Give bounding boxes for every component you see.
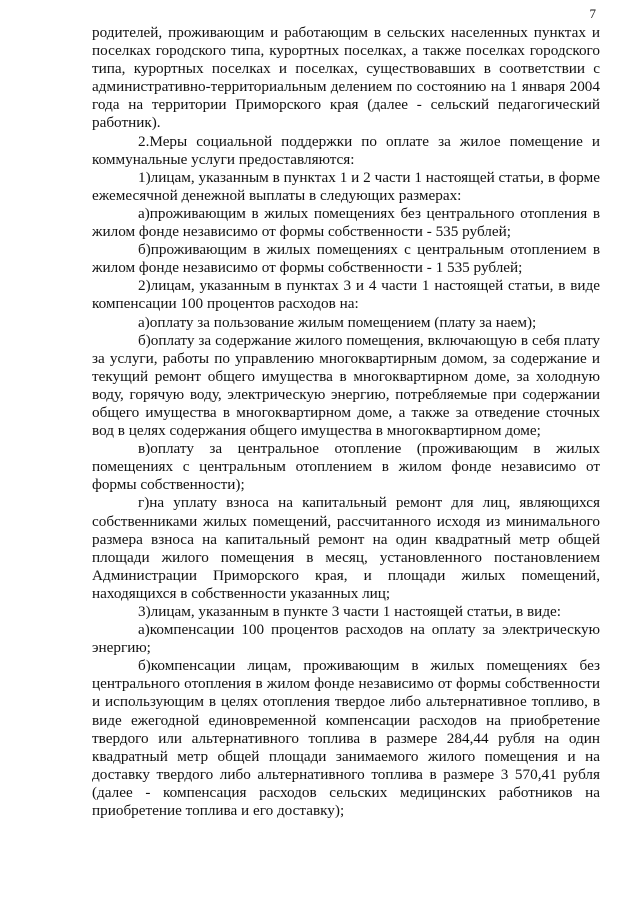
paragraph-subitem-2: 2)лицам, указанным в пунктах 3 и 4 части 1 настоящей статьи, в виде компенсации 100 процентов расходов на:: [92, 277, 600, 313]
paragraph-subitem-3: 3)лицам, указанным в пункте 3 части 1 настоящей статьи, в виде:: [138, 603, 562, 620]
paragraph-subitem-3a: а)компенсации 100 процентов расходов на оплату за электрическую энергию;: [92, 621, 600, 657]
paragraph-subitem-2g: г)на уплату взноса на капитальный ремонт для лиц, являющихся собственниками жилых помещений, рассчитанного исходя из минимального размера взноса на капитальный ремонт на один квадратный метр общей площади жилого помещения в месяц, установленного постановлением Администрации Приморского края, и площади жилых помещений, находящихся в собственности указанных лиц;: [92, 494, 600, 602]
paragraph-continuation: родителей, проживающим и работающим в сельских населенных пунктах и поселках городского типа, курортных поселках, а также поселках городского типа, курортных поселках и поселках, существовавших в соответствии с административно-территориальным делением по состоянию на 1 января 2004 года на территории Приморского края (далее - сельский педагогический работник).: [92, 24, 600, 132]
paragraph-subitem-1: 1)лицам, указанным в пунктах 1 и 2 части 1 настоящей статьи, в форме ежемесячной денежной выплаты в следующих размерах:: [92, 168, 600, 204]
paragraph-subitem-1a: а)проживающим в жилых помещениях без центрального отопления в жилом фонде независимо от формы собственности - 535 рублей;: [92, 204, 600, 241]
paragraph-subitem-3b: б)компенсации лицам, проживающим в жилых помещениях без центрального отопления в жилом фонде независимо от формы собственности и использующим в целях отопления твердое либо альтернативное топливо, в виде ежегодной единовременной компенсации расходов на приобретение твердого или альтернативного топлива в размере 284,44 рубля на один квадратный метр общей площади занимаемого жилого помещения и на доставку твердого либо альтернативного топлива в размере 3 570,41 рубля (далее - компенсация расходов сельских медицинских работников на приобретение топлива и его доставку);: [92, 657, 600, 820]
document-body: [92, 24, 600, 820]
paragraph-subitem-2b: б)оплату за содержание жилого помещения, включающую в себя плату за услуги, работы по управлению многоквартирным домом, за содержание и текущий ремонт общего имущества в многоквартирном доме, за холодную воду, горячую воду, электрическую энергию, потребляемые при содержании общего имущества в многоквартирном доме, а также за отведение сточных вод в целях содержания общего имущества в многоквартирном доме;: [92, 331, 600, 440]
paragraph-subitem-1b: б)проживающим в жилых помещениях с центральным отоплением в жилом фонде независимо от формы собственности - 1 535 рублей;: [92, 241, 600, 277]
paragraph-subitem-2v: в)оплату за центральное отопление (проживающим в жилых помещениях с центральным отоплением в жилом фонде независимо от формы собственности);: [92, 440, 600, 494]
page-number: 7: [589, 6, 596, 21]
paragraph-item-2: 2.Меры социальной поддержки по оплате за жилое помещение и коммунальные услуги предоставляются:: [92, 132, 600, 168]
paragraph-subitem-2a: а)оплату за пользование жилым помещением (плату за наем);: [138, 313, 537, 331]
